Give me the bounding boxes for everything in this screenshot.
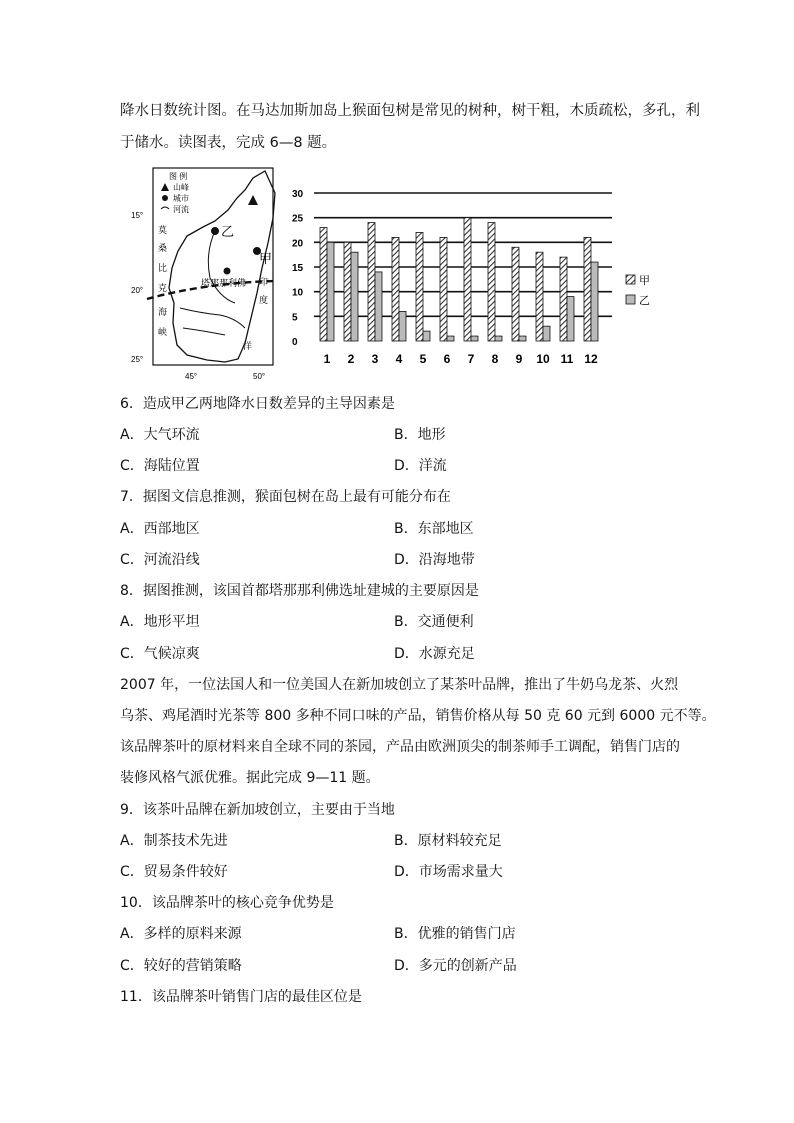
y-tick-label: 30: [292, 189, 304, 200]
bar-series-yi: [375, 272, 382, 341]
map-frame: [153, 168, 273, 365]
y-tick-label: 0: [292, 337, 298, 348]
q9-option-b: B．原材料较充足: [394, 833, 502, 849]
peak-legend-icon: [161, 183, 169, 191]
q8-option-a: A．地形平坦: [120, 614, 200, 630]
passage-line-2: 乌茶、鸡尾酒时光茶等 800 多种不同口味的产品，销售价格从每 50 克 60 元到 6000 元不等。: [120, 708, 716, 724]
q7-option-d: D．沿海地带: [394, 552, 475, 568]
bar-series-jia: [488, 223, 495, 341]
q10-option-b: B．优雅的销售门店: [394, 926, 516, 942]
q9-option-a: A．制茶技术先进: [120, 833, 228, 849]
q10-option-c: C．较好的营销策略: [120, 958, 242, 974]
city-jia-label: 甲: [259, 251, 273, 266]
bar-series-jia: [368, 223, 375, 341]
q9-option-d: D．市场需求量大: [394, 864, 503, 880]
bar-series-yi: [495, 336, 502, 341]
bar-series-jia: [320, 228, 327, 341]
bar-series-jia: [584, 237, 591, 341]
river: [180, 308, 245, 328]
legend-city: 城市: [173, 194, 189, 203]
legend-swatch-jia: [626, 275, 635, 284]
bar-series-yi: [519, 336, 526, 341]
bar-series-jia: [344, 242, 351, 341]
city-legend-icon: [162, 195, 168, 201]
q10-option-d: D．多元的创新产品: [394, 958, 517, 974]
bar-series-yi: [423, 331, 430, 341]
legend-label-yi: 乙: [639, 295, 650, 307]
legend-label-jia: 甲: [639, 275, 650, 287]
strait-char: 莫: [158, 225, 168, 235]
q8-option-d: D．水源充足: [394, 646, 475, 662]
x-tick-label: 7: [467, 352, 475, 366]
bar-series-yi: [567, 297, 574, 341]
y-tick-label: 5: [292, 312, 298, 324]
lon-label: 45°: [185, 372, 198, 381]
strait-char: 克: [158, 283, 168, 293]
q6-stem: 6．造成甲乙两地降水日数差异的主导因素是: [120, 396, 395, 412]
q9-stem: 9．该茶叶品牌在新加坡创立，主要由于当地: [120, 802, 395, 818]
mountain-peak-icon: [248, 195, 258, 205]
strait-char: 比: [158, 263, 168, 273]
x-tick-label: 2: [347, 352, 355, 366]
x-tick-label: 9: [515, 352, 523, 366]
river-legend-icon: [161, 207, 169, 209]
city-yi-label: 乙: [221, 224, 235, 239]
strait-char: 海: [158, 307, 168, 317]
river: [208, 231, 235, 303]
x-tick-label: 3: [371, 352, 379, 366]
q8-option-b: B．交通便利: [394, 614, 474, 630]
q6-option-c: C．海陆位置: [120, 458, 200, 474]
ocean-char: 印: [259, 277, 269, 287]
legend-river: 河流: [173, 205, 189, 214]
ocean-char: 洋: [243, 341, 253, 351]
legend-swatch-yi: [626, 295, 635, 304]
bar-series-yi: [543, 326, 550, 341]
river: [183, 328, 225, 335]
x-tick-label: 6: [443, 352, 451, 366]
bar-series-yi: [447, 336, 454, 341]
y-tick-label: 15: [292, 263, 304, 274]
intro-line-2: 于储水。读图表，完成 6—8 题。: [120, 135, 337, 151]
ocean-char: 度: [259, 295, 269, 305]
bar-series-jia: [536, 252, 543, 341]
lon-label: 50°: [253, 372, 266, 381]
lat-label: 25°: [131, 355, 144, 364]
y-tick-label: 20: [292, 238, 304, 250]
y-tick-label: 10: [292, 287, 304, 299]
intro-line-1: 降水日数统计图。在马达加斯加岛上猴面包树是常见的树种，树干粗，木质疏松，多孔，利: [120, 103, 700, 119]
x-tick-label: 8: [491, 352, 499, 366]
precipitation-days-chart: [284, 183, 660, 373]
x-tick-label: 11: [560, 352, 574, 366]
q7-option-a: A．西部地区: [120, 521, 200, 537]
x-tick-label: 10: [536, 352, 550, 366]
bar-series-jia: [464, 218, 471, 341]
y-tick-label: 25: [292, 213, 304, 225]
passage-line-1: 2007 年，一位法国人和一位美国人在新加坡创立了某茶叶品牌，推出了牛奶乌龙茶、火烈: [120, 677, 679, 693]
bar-series-yi: [471, 336, 478, 341]
x-tick-label: 4: [395, 352, 403, 366]
city-yi-dot: [211, 227, 219, 235]
q7-option-c: C．河流沿线: [120, 552, 200, 568]
x-tick-label: 12: [584, 352, 598, 366]
bar-series-yi: [351, 252, 358, 341]
x-tick-label: 5: [419, 352, 427, 366]
capital-dot: [224, 268, 231, 275]
q6-option-a: A．大气环流: [120, 427, 200, 443]
passage-line-3: 该品牌茶叶的原材料来自全球不同的茶园，产品由欧洲顶尖的制茶师手工调配，销售门店的: [120, 739, 680, 755]
capital-label: 塔那那利佛: [201, 278, 247, 288]
q10-option-a: A．多样的原料来源: [120, 926, 242, 942]
q8-stem: 8．据图推测，该国首都塔那那利佛选址建城的主要原因是: [120, 583, 479, 599]
legend-peak: 山峰: [173, 183, 189, 192]
lat-label: 20°: [131, 286, 144, 295]
bar-series-jia: [560, 257, 567, 341]
q8-option-c: C．气候凉爽: [120, 646, 200, 662]
q9-option-c: C．贸易条件较好: [120, 864, 228, 880]
q10-stem: 10．该品牌茶叶的核心竞争优势是: [120, 895, 334, 911]
bar-series-jia: [440, 237, 447, 341]
x-tick-label: 1: [323, 352, 331, 366]
passage-line-4: 装修风格气派优雅。据此完成 9—11 题。: [120, 770, 380, 786]
q7-option-b: B．东部地区: [394, 521, 474, 537]
q6-option-b: B．地形: [394, 427, 446, 443]
strait-char: 桑: [158, 243, 168, 253]
bar-series-jia: [416, 232, 423, 341]
strait-char: 峡: [158, 327, 168, 337]
q6-option-d: D．洋流: [394, 458, 447, 474]
legend-title: 图 例: [169, 172, 188, 181]
madagascar-map: [125, 163, 295, 385]
lat-label: 15°: [131, 211, 144, 220]
bar-series-jia: [392, 237, 399, 341]
q7-stem: 7．据图文信息推测，猴面包树在岛上最有可能分布在: [120, 489, 451, 505]
q11-stem: 11．该品牌茶叶销售门店的最佳区位是: [120, 989, 362, 1005]
bar-series-yi: [399, 311, 406, 341]
bar-series-jia: [512, 247, 519, 341]
bar-series-yi: [327, 242, 334, 341]
bar-series-yi: [591, 262, 598, 341]
